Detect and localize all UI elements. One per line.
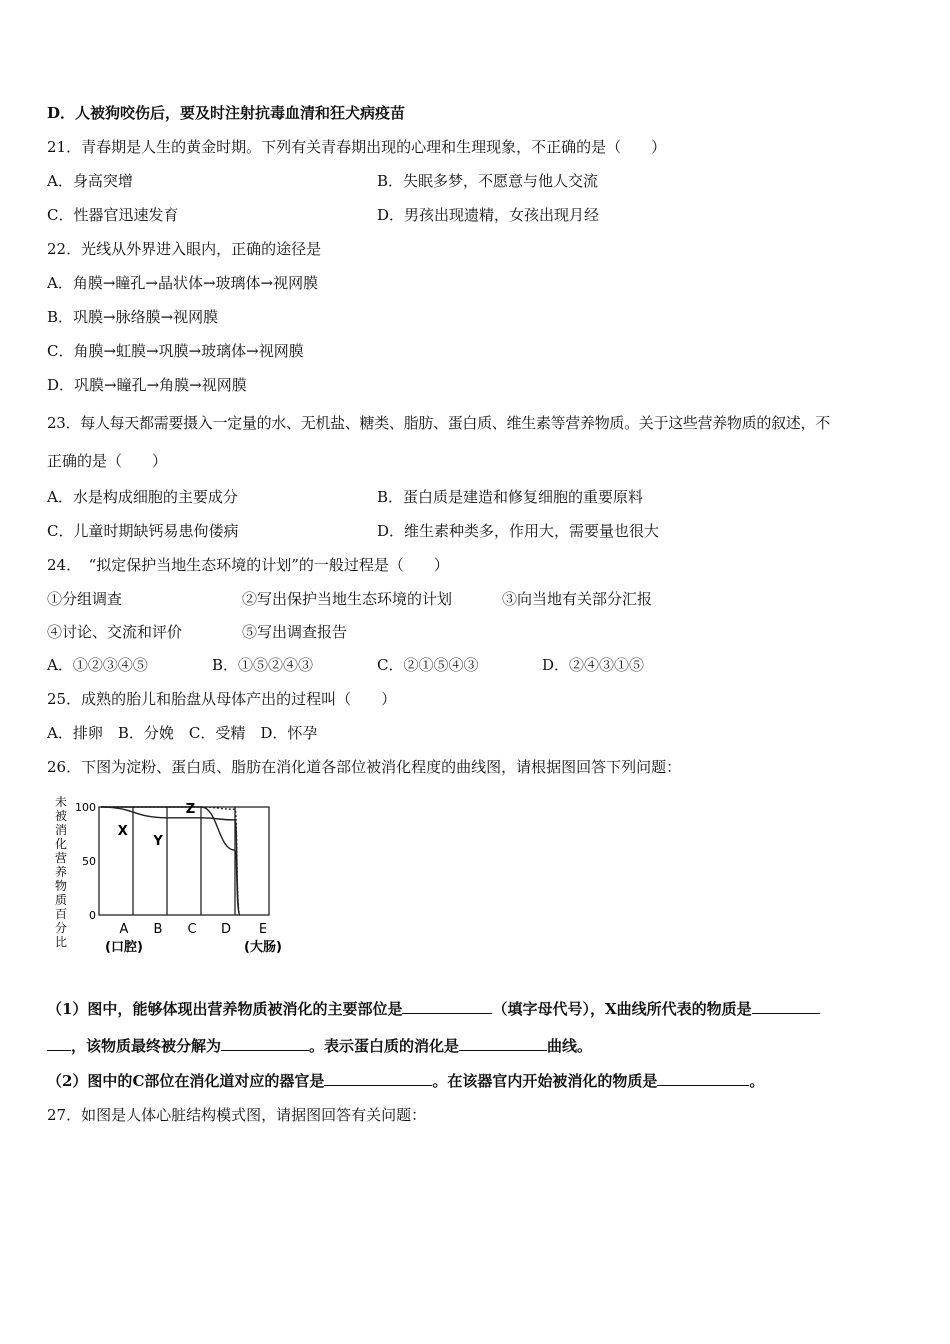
q22-option-c: C．角膜→虹膜→巩膜→玻璃体→视网膜 [47, 342, 304, 360]
q26-p1a: （1）图中，能够体现出营养物质被消化的主要部位是 [47, 1000, 403, 1018]
series-label-y: Y [153, 834, 163, 849]
chart-ticks [75, 801, 96, 922]
q23-option-c: C．儿童时期缺钙易患佝偻病 [47, 522, 239, 540]
q22-stem: 22．光线从外界进入眼内，正确的途径是 [47, 240, 322, 258]
q24-step-5: ⑤写出调查报告 [242, 623, 348, 641]
chart-ylabel-char: 营 [55, 851, 68, 865]
q20-option-d: D．人被狗咬伤后，要及时注射抗毒血清和狂犬病疫苗 [47, 104, 406, 122]
category-note: (口腔) [105, 940, 143, 955]
chart-ylabel-char: 被 [55, 809, 68, 823]
q24-option-a: A．①②③④⑤ [47, 656, 148, 674]
q21-stem: 21．青春期是人生的黄金时期。下列有关青春期出现的心理和生理现象，不正确的是（ ） [47, 138, 667, 156]
category-label: B [153, 922, 163, 937]
q23-option-a: A．水是构成细胞的主要成分 [47, 488, 238, 506]
category-label: D [220, 922, 232, 937]
chart-ylabel-char: 比 [55, 935, 68, 949]
chart-ytick-label: 50 [82, 855, 96, 868]
blank-final-product[interactable] [221, 1036, 309, 1051]
q27-stem: 27．如图是人体心脏结构模式图，请据图回答有关问题： [47, 1106, 427, 1124]
q24-option-b: B．①⑤②④③ [212, 656, 314, 674]
q24-stem: 24． “拟定保护当地生态环境的计划”的一般过程是（ ） [47, 556, 449, 574]
q22-option-a: A．角膜→瞳孔→晶状体→玻璃体→视网膜 [47, 274, 319, 292]
series-label-x: X [117, 824, 128, 839]
category-label: C [187, 922, 197, 937]
chart-ytick-label: 100 [75, 801, 96, 814]
q23-stem-1: 23．每人每天都需要摄入一定量的水、无机盐、糖类、脂肪、蛋白质、维生素等营养物质。关于这些营养物质的叙述，不 [47, 414, 830, 432]
q26-p1b: （填字母代号），X曲线所代表的物质是 [492, 1000, 752, 1018]
chart-ylabel-char: 未 [55, 795, 68, 809]
q26-part1-line1 [47, 998, 820, 1019]
blank-first-digested[interactable] [657, 1071, 749, 1086]
q23-option-d: D．维生素种类多，作用大，需要量也很大 [377, 522, 660, 540]
q26-p1e: 曲线。 [547, 1037, 593, 1055]
blank-protein-curve[interactable] [459, 1036, 547, 1051]
digestion-curve-chart [52, 795, 292, 965]
category-note: (大肠) [244, 940, 282, 955]
blank-organ-c[interactable] [324, 1071, 432, 1086]
q24-option-d: D．②④③①⑤ [542, 656, 645, 674]
q24-option-c: C．②①⑤④③ [377, 656, 479, 674]
q21-option-d: D．男孩出现遗精，女孩出现月经 [377, 206, 600, 224]
q26-stem: 26．下图为淀粉、蛋白质、脂肪在消化道各部位被消化程度的曲线图，请根据图回答下列问题： [47, 758, 682, 776]
chart-categories [105, 922, 282, 955]
q26-p1c: ，该物质最终被分解为 [71, 1037, 222, 1055]
q23-option-b: B．蛋白质是建造和修复细胞的重要原料 [377, 488, 644, 506]
q26-p2c: 。 [749, 1072, 765, 1090]
q26-p2a: （2）图中的C部位在消化道对应的器官是 [47, 1072, 325, 1090]
q22-option-b: B．巩膜→脉络膜→视网膜 [47, 308, 219, 326]
q24-step-3: ③向当地有关部分汇报 [502, 590, 653, 608]
q21-option-c: C．性器官迅速发育 [47, 206, 179, 224]
q26-part1-line2 [47, 1035, 592, 1056]
q22-option-d: D．巩膜→瞳孔→角膜→视网膜 [47, 376, 247, 394]
chart-ylabel-char: 质 [55, 893, 68, 907]
q24-step-4: ④讨论、交流和评价 [47, 623, 183, 641]
q21-option-b: B．失眠多梦，不愿意与他人交流 [377, 172, 599, 190]
q25-stem: 25．成熟的胎儿和胎盘从母体产出的过程叫（ ） [47, 690, 397, 708]
chart-ylabel-char: 养 [55, 865, 68, 879]
blank-main-site[interactable] [402, 999, 492, 1014]
chart-ylabel-char: 物 [55, 879, 68, 893]
q26-p1d: 。表示蛋白质的消化是 [309, 1037, 460, 1055]
chart-ylabel-char: 分 [55, 921, 68, 935]
q26-part2 [47, 1070, 764, 1091]
blank-x-substance-a[interactable] [752, 999, 820, 1014]
chart-ylabel [55, 795, 67, 949]
q24-step-1: ①分组调查 [47, 590, 123, 608]
q26-p2b: 。在该器官内开始被消化的物质是 [432, 1072, 658, 1090]
category-label: A [119, 922, 129, 937]
chart-ylabel-char: 化 [55, 837, 68, 851]
chart-ylabel-char: 百 [55, 907, 68, 921]
q24-step-2: ②写出保护当地生态环境的计划 [242, 590, 453, 608]
category-label: E [258, 922, 268, 937]
chart-series [101, 802, 240, 915]
blank-x-substance-b[interactable] [47, 1036, 71, 1051]
q23-stem-2: 正确的是（ ） [47, 452, 168, 470]
chart-ytick-label: 0 [89, 909, 96, 922]
chart-ylabel-char: 消 [55, 823, 68, 837]
q21-option-a: A．身高突增 [47, 172, 133, 190]
q25-options: A．排卵 B．分娩 C．受精 D．怀孕 [47, 724, 318, 742]
series-label-z: Z [185, 802, 196, 817]
